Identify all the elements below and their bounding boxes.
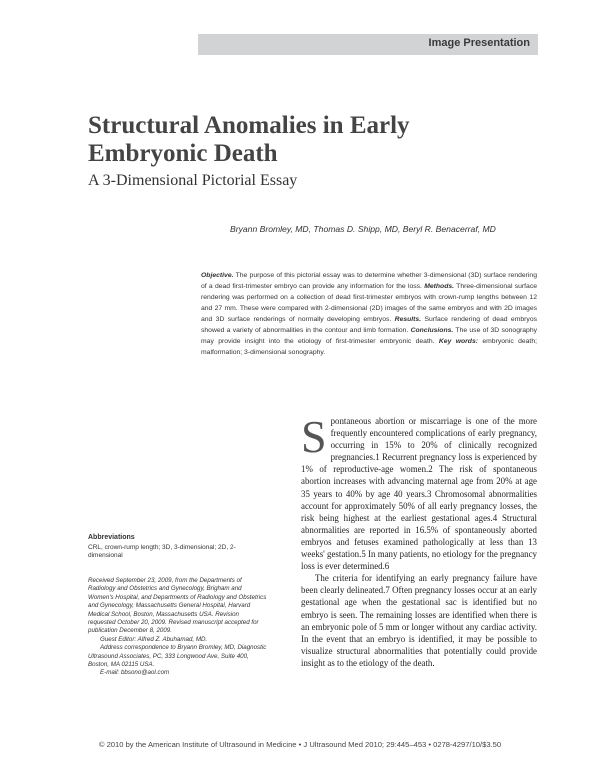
page-footer: © 2010 by the American Institute of Ultrasound in Medicine • J Ultrasound Med 2010; 29:445–453 • 0278-4297/10/$3.50 — [98, 740, 502, 749]
abstract — [201, 270, 537, 358]
body-text-column — [301, 411, 537, 669]
abstract-objective-label: Objective. — [201, 272, 234, 279]
author-list: Bryann Bromley, MD, Thomas D. Shipp, MD, Beryl R. Benacerraf, MD — [230, 224, 496, 234]
email-note: E-mail: bbsono@aol.com — [100, 669, 170, 677]
body-paragraph-2: The criteria for identifying an early pregnancy failure have been clearly delineated.7 Often pregnancy losses occur at an early gestational age when the gestational sac is identified but no embryo is seen. The remaining losses are identified when there is an embryonic pole of 5 mm or longer without any cardiac activity. In the event that an embryo is identified, it may be possible to visualize structural abnormalities that potentially could provide insight as to the etiology of the death. — [301, 573, 537, 668]
abstract-methods-label: Methods. — [424, 283, 455, 290]
abstract-results-text: Surface rendering of dead embryos showed a variety of abnormalities in the contour and limb formation. — [201, 316, 537, 334]
abstract-conclusions-label: Conclusions. — [410, 327, 454, 334]
abbreviations-heading: Abbreviations — [88, 534, 135, 541]
abstract-keywords-text: embryonic death; malformation; 3-dimensional sonography. — [201, 338, 537, 356]
correspondence-note: Address correspondence to Bryann Bromley, MD, Diagnostic Ultrasound Associates, PC, 333 Longwood Ave, Suite 400, Boston, MA 02115 USA. — [88, 644, 267, 669]
drop-cap: S — [301, 411, 327, 462]
guest-editor-note: Guest Editor: Alfred Z. Abuhamad, MD. — [100, 635, 208, 643]
section-header-bar — [198, 34, 538, 55]
body-paragraph-1-text: pontaneous abortion or miscarriage is one of the more frequently encountered complications of early pregnancy, occurring in 15% to 20% of clinically recognized pregnancies.1 Recurrent pregnancy loss is experienced by 1% of reproductive-age women.2 The risk of spontaneous abortion increases with advancing maternal age from 20% at age 35 years to 40% by age 40 years.3 Chromosomal abnormalities account for approximately 50% of all early pregnancy losses, the risk being highest at the earliest gestational ages.4 Structural abnormalities are reported in 16.5% of spontaneously aborted embryos and fetuses examined pathologically at less than 13 weeks' gestation.5 In many patients, no etiology for the pregnancy loss is ever determined.6 — [301, 416, 537, 572]
abstract-keywords-label: Key words: — [438, 338, 478, 345]
abbreviations-text: CRL, crown-rump length; 3D, 3-dimensional; 2D, 2-dimensional — [88, 544, 236, 559]
abstract-objective-text: The purpose of this pictorial essay was to determine whether 3-dimensional (3D) surface rendering of a dead first-trimester embryo can provide any information for the loss. — [201, 272, 537, 290]
received-note: Received September 23, 2009, from the Departments of Radiology and Obstetrics and Gynecology, Brigham and Women's Hospital, and Departments of Radiology and Obstetrics and Gynecology, Massachusetts General Hospital, Harvard Medical School, Boston, Massachusetts USA. Revision requested October 20, 2009. Revised manuscript accepted for publication December 8, 2009. — [88, 577, 267, 635]
section-label: Image Presentation — [428, 37, 530, 49]
abbreviations-box — [88, 534, 268, 560]
article-notes — [88, 577, 268, 678]
article-subtitle: A 3-Dimensional Pictorial Essay — [88, 172, 298, 189]
abstract-methods-text: Three-dimensional surface rendering was performed on a collection of dead first-trimester embryos with crown-rump lengths between 12 and 27 mm. These were compared with 2-dimensional (2D) images of the same embryos and with 2D images and 3D surface renderings of normally developing embryos. — [201, 283, 538, 323]
article-title: Structural Anomalies in Early Embryonic Death — [88, 112, 410, 167]
abstract-results-label: Results. — [394, 316, 422, 323]
abstract-conclusions-text: The use of 3D sonography may provide insight into the etiology of first-trimester embryonic death. — [201, 327, 537, 345]
body-paragraph — [301, 411, 537, 572]
